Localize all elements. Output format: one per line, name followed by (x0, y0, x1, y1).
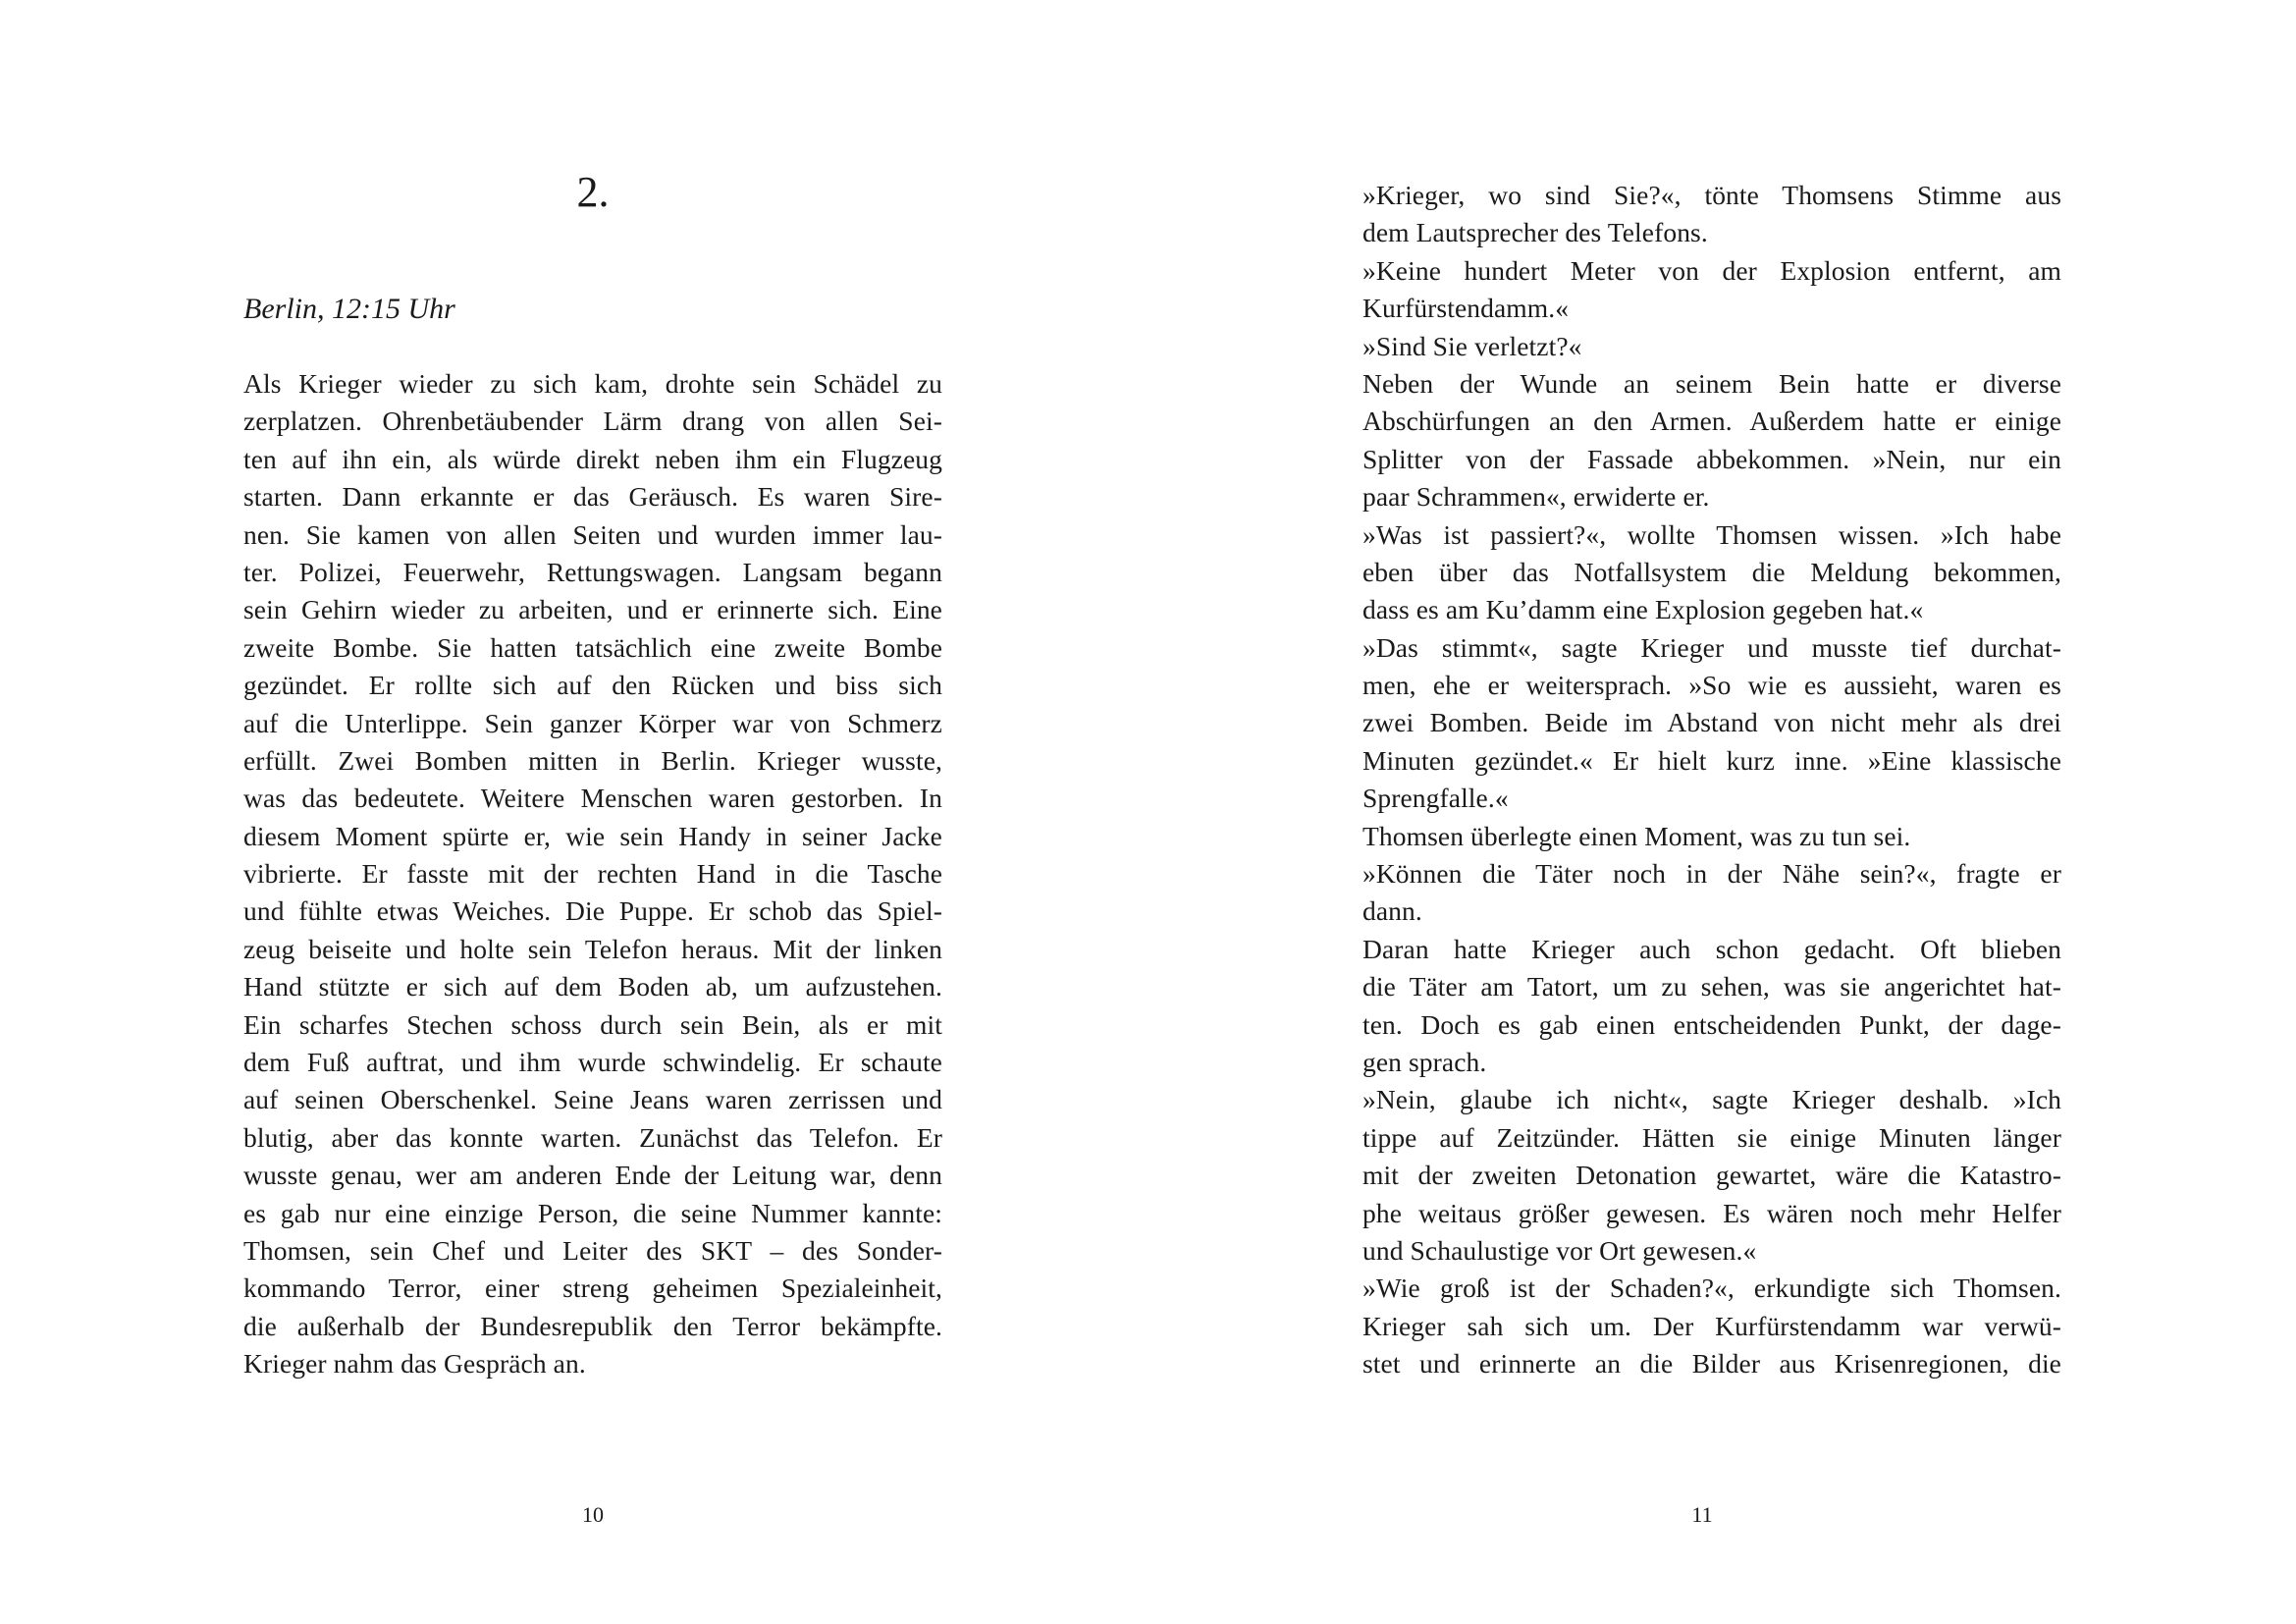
text-line: diesem Moment spürte er, wie sein Handy in seiner Jacke (243, 820, 942, 851)
text-line: starten. Dann erkannte er das Geräusch. Es waren Sire- (243, 481, 942, 513)
text-line: die außerhalb der Bundesrepublik den Terror bekämpfte. (243, 1310, 942, 1341)
text-line: Krieger sah sich um. Der Kurfürstendamm war verwü- (1362, 1310, 2061, 1341)
text-line: »Krieger, wo sind Sie?«, tönte Thomsens Stimme aus (1362, 180, 2061, 210)
text-line: nen. Sie kamen von allen Seiten und wurden immer lau- (243, 518, 942, 550)
chapter-location-time: Berlin, 12:15 Uhr (243, 293, 455, 325)
text-line: was das bedeutete. Weitere Menschen waren gestorben. In (243, 783, 942, 814)
text-line: Minuten gezündet.« Er hielt kurz inne. »Eine klassische (1362, 744, 2061, 776)
right-page (1148, 0, 2296, 1624)
text-line: Krieger nahm das Gespräch an. (243, 1348, 586, 1380)
text-line: »Was ist passiert?«, wollte Thomsen wissen. »Ich habe (1362, 518, 2061, 550)
page-number-left: 10 (582, 1502, 604, 1527)
text-line: Abschürfungen an den Armen. Außerdem hatte er einige (1362, 406, 2061, 437)
text-line: Kurfürstendamm.« (1362, 293, 1570, 324)
text-line: zerplatzen. Ohrenbetäubender Lärm drang von allen Sei- (243, 406, 942, 437)
text-line: dem Fuß auftrat, und ihm wurde schwindelig. Er schaute (243, 1047, 942, 1078)
text-line: kommando Terror, einer streng geheimen Spezialeinheit, (243, 1272, 942, 1304)
text-line: die Täter am Tatort, um zu sehen, was sie angerichtet hat- (1362, 971, 2061, 1002)
text-line: tippe auf Zeitzünder. Hätten sie einige Minuten länger (1362, 1121, 2061, 1153)
left-body-text (243, 365, 942, 1383)
text-line: Thomsen, sein Chef und Leiter des SKT – des Sonder- (243, 1234, 942, 1266)
text-line: auf die Unterlippe. Sein ganzer Körper war von Schmerz (243, 707, 942, 738)
text-line: wusste genau, wer am anderen Ende der Leitung war, denn (243, 1160, 942, 1191)
text-line: zeug beiseite und holte sein Telefon heraus. Mit der linken (243, 933, 942, 964)
text-line: es gab nur eine einzige Person, die seine Nummer kannte: (243, 1197, 942, 1228)
text-line: ten auf ihn ein, als würde direkt neben ihm ein Flugzeug (243, 443, 942, 474)
text-line: phe weitaus größer gewesen. Es wären noch mehr Helfer (1362, 1197, 2061, 1228)
text-line: »Können die Täter noch in der Nähe sein?«, fragte er (1362, 858, 2061, 890)
text-line: Hand stützte er sich auf dem Boden ab, um aufzustehen. (243, 971, 942, 1002)
text-line: dem Lautsprecher des Telefons. (1362, 217, 1708, 248)
text-line: dass es am Ku’damm eine Explosion gegeben hat.« (1362, 594, 1924, 625)
text-line: Neben der Wunde an seinem Bein hatte er diverse (1362, 367, 2061, 399)
chapter-number: 2. (576, 168, 610, 216)
text-line: men, ehe er weitersprach. »So wie es aussieht, waren es (1362, 670, 2061, 701)
text-line: zwei Bomben. Beide im Abstand von nicht mehr als drei (1362, 707, 2061, 738)
text-line: »Keine hundert Meter von der Explosion entfernt, am (1362, 254, 2061, 286)
text-line: eben über das Notfallsystem die Meldung bekommen, (1362, 556, 2061, 587)
text-line: vibrierte. Er fasste mit der rechten Hand in die Tasche (243, 858, 942, 890)
text-line: sein Gehirn wieder zu arbeiten, und er erinnerte sich. Eine (243, 594, 942, 625)
text-line: Sprengfalle.« (1362, 783, 1509, 814)
text-line: blutig, aber das konnte warten. Zunächst das Telefon. Er (243, 1121, 942, 1153)
text-line: gen sprach. (1362, 1046, 1487, 1077)
text-line: »Das stimmt«, sagte Krieger und musste tief durchat- (1362, 631, 2061, 663)
text-line: auf seinen Oberschenkel. Seine Jeans waren zerrissen und (243, 1084, 942, 1115)
text-line: zweite Bombe. Sie hatten tatsächlich eine zweite Bombe (243, 631, 942, 663)
text-line: stet und erinnerte an die Bilder aus Krisenregionen, die (1362, 1348, 2061, 1380)
text-line: Thomsen überlegte einen Moment, was zu tun sei. (1362, 820, 1911, 851)
text-line: und fühlte etwas Weiches. Die Puppe. Er schob das Spiel- (243, 895, 942, 927)
text-line: Daran hatte Krieger auch schon gedacht. Oft blieben (1362, 933, 2061, 964)
page-number-right: 11 (1691, 1502, 1713, 1527)
text-line: mit der zweiten Detonation gewartet, wäre die Katastro- (1362, 1160, 2061, 1191)
text-line: »Sind Sie verletzt?« (1362, 330, 1582, 361)
text-line: ter. Polizei, Feuerwehr, Rettungswagen. Langsam begann (243, 556, 942, 587)
text-line: Als Krieger wieder zu sich kam, drohte sein Schädel zu (243, 368, 942, 399)
text-line: »Wie groß ist der Schaden?«, erkundigte sich Thomsen. (1362, 1272, 2061, 1304)
text-line: Splitter von der Fassade abbekommen. »Nein, nur ein (1362, 443, 2061, 474)
text-line: dann. (1362, 895, 1422, 927)
text-line: gezündet. Er rollte sich auf den Rücken und biss sich (243, 670, 942, 701)
right-body-text (1362, 177, 2061, 1383)
text-line: ten. Doch es gab einen entscheidenden Punkt, der dage- (1362, 1008, 2061, 1040)
text-line: Ein scharfes Stechen schoss durch sein Bein, als er mit (243, 1008, 942, 1040)
text-line: paar Schrammen«, erwiderte er. (1362, 481, 1710, 513)
text-line: »Nein, glaube ich nicht«, sagte Krieger deshalb. »Ich (1362, 1084, 2061, 1115)
text-line: erfüllt. Zwei Bomben mitten in Berlin. Krieger wusste, (243, 744, 942, 776)
text-line: und Schaulustige vor Ort gewesen.« (1362, 1234, 1757, 1266)
